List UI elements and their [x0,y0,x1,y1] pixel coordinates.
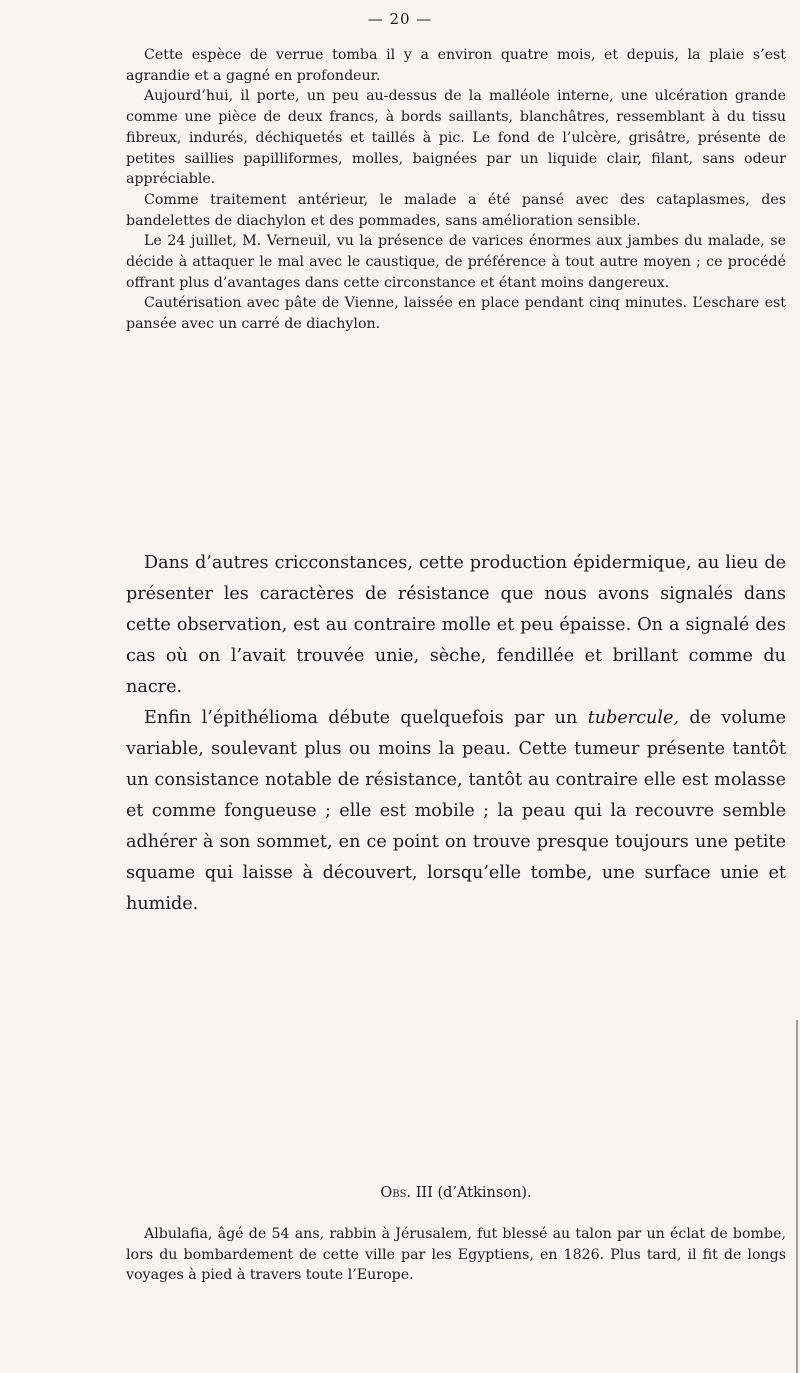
main-discussion [126,548,786,920]
emphasis-tubercule: tubercule, [587,708,680,728]
case-paragraph: Cette espèce de verrue tomba il y a environ quatre mois, et depuis, la plaie s’est agrandie et a gagné en profondeur. [126,47,786,84]
case-paragraph: Le 24 juillet, M. Verneuil, vu la présence de varices énormes aux jambes du malade, se décide à attaquer le mal avec le caustique, de préférence à tout autre moyen ; ce procédé offrant plus d’avantages dans cette circonstance et étant moins dangereux. [126,233,786,291]
case-paragraph: Comme traitement antérieur, le malade a été pansé avec des cataplasmes, des bandelettes de diachylon et des pommades, sans amélioration sensible. [126,191,786,229]
case-paragraph: Aujourd’hui, il porte, un peu au-dessus de la malléole interne, une ulcération grande comme une pièce de deux francs, à bords saillants, blanchâtres, ressemblant à du tissu fibreux, indurés, déchiquetés et taillés à pic. Le fond de l’ulcère, grisâtre, présente de petites saillies papilliformes, molles, baignées par un liquide clair, filant, sans odeur appréciable. [126,88,786,188]
observation-label: Obs. [380,1185,412,1201]
discussion-paragraph: Dans d’autres cricconstances, cette production épidermique, au lieu de présenter les caractères de résistance que nous avons signalés dans cette observation, est au contraire molle et peu épaisse. On a signalé des cas où on l’avait trouvée unie, sèche, fendillée et brillant comme du nacre. [126,553,786,697]
observation-title: III (d’Atkinson). [415,1185,532,1201]
page-edge-shadow [796,1020,798,1373]
case-description [126,45,786,335]
text-run: de volume variable, soulevant plus ou moins la peau. Cette tumeur présente tantôt un consistance notable de résistance, tantôt au contraire elle est molasse et comme fongueuse ; elle est mobile ; la peau qui la recouvre semble adhérer à son sommet, en ce point on trouve presque toujours une petite squame qui laisse à découvert, lorsqu’elle tombe, une surface unie et humide. [126,708,786,914]
observation-text [126,1224,786,1286]
observation-paragraph: Albulafia, âgé de 54 ans, rabbin à Jérusalem, fut blessé au talon par un éclat de bombe, lors du bombardement de cette ville par les Egyptiens, en 1826. Plus tard, il fit de longs voyages à pied à travers toute l’Europe. [126,1226,786,1284]
observation-heading [126,1185,786,1201]
case-paragraph: Cautérisation avec pâte de Vienne, laissée en place pendant cinq minutes. L’eschare est pansée avec un carré de diachylon. [126,295,786,333]
text-run: Enfin l’épithélioma débute quelquefois par un [144,708,588,728]
page-number: — 20 — [367,10,433,28]
discussion-paragraph [126,703,786,920]
